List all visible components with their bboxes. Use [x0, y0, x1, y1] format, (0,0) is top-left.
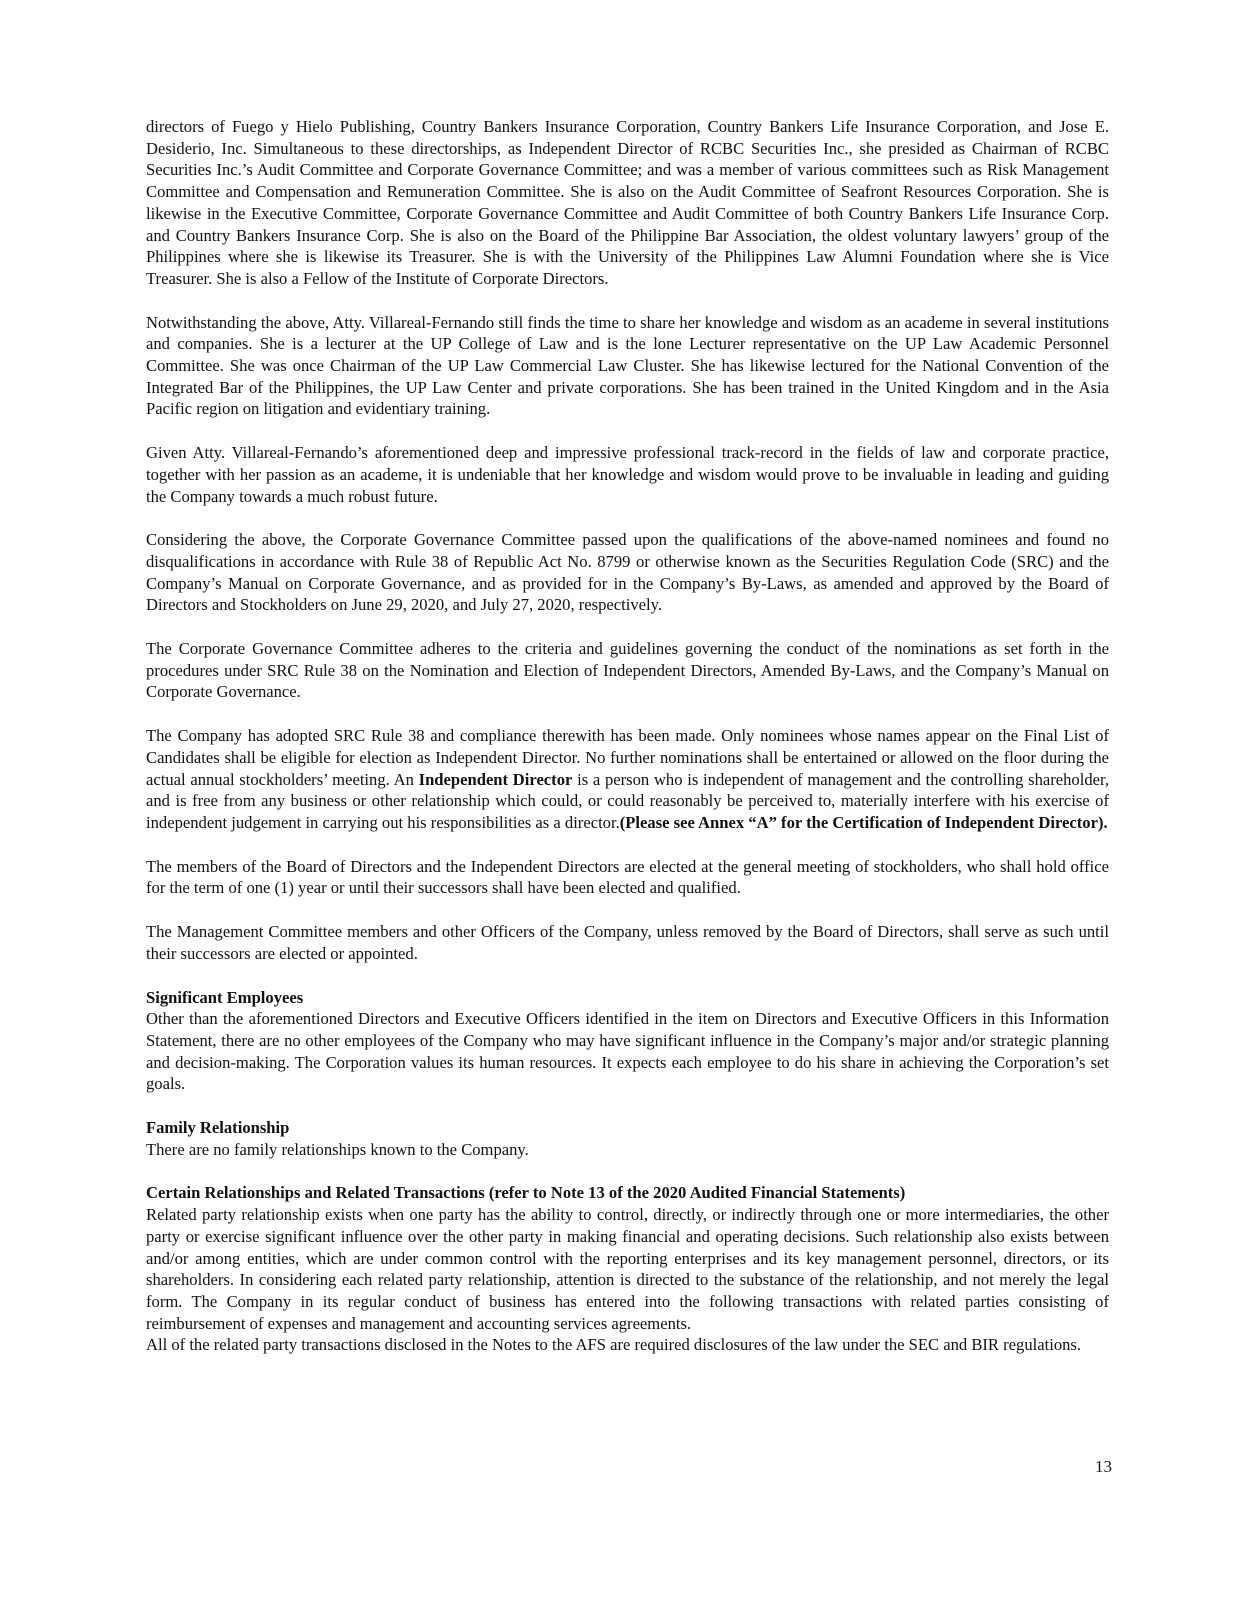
paragraph-qualifications: Considering the above, the Corporate Governance Committee passed upon the qualifications of the above-named nominees and found no disqualifications in accordance with Rule 38 of Republic Act No. 8799 or otherwise known as the Securities Regulation Code (SRC) and the Company’s Manual on Corporate Governance, and as provided for in the Company’s By-Laws, as amended and approved by the Board of Directors and Stockholders on June 29, 2020, and July 27, 2020, respectively.	[146, 530, 1109, 615]
page-number: 13	[1095, 1457, 1112, 1476]
page-body	[146, 116, 1109, 1378]
section-heading: Family Relationship	[146, 1118, 290, 1138]
paragraph-academe: Notwithstanding the above, Atty. Villareal-Fernando still finds the time to share her knowledge and wisdom as an academe in several institutions and companies. She is a lecturer at the UP College of Law and is the lone Lecturer representative on the UP Law Academic Personnel Committee. She was once Chairman of the UP Law Commercial Law Cluster. She has likewise lectured for the National Convention of the Integrated Bar of the Philippines, the UP Law Center and private corporations. She has been trained in the United Kingdom and in the Asia Pacific region on litigation and evidentiary training.	[146, 312, 1109, 419]
section-body: Related party relationship exists when one party has the ability to control, directly, or indirectly through one or more intermediaries, the other party or exercise significant influence over the other party in making financial and operating decisions. Such relationship also exists between and/or among entities, which are under common control with the reporting enterprises and its key management personnel, directors, or its shareholders. In considering each related party relationship, attention is directed to the substance of the relationship, and not merely the legal form. The Company in its regular conduct of business has entered into the following transactions with related parties consisting of reimbursement of expenses and management and accounting services agreements.	[146, 1205, 1109, 1333]
section-heading: Significant Employees	[146, 987, 304, 1007]
paragraph-board-election: The members of the Board of Directors and the Independent Directors are elected at the general meeting of stockholders, who shall hold office for the term of one (1) year or until their successors shall have been elected and qualified.	[146, 856, 1109, 898]
paragraph-criteria: The Corporate Governance Committee adheres to the criteria and guidelines governing the conduct of the nominations as set forth in the procedures under SRC Rule 38 on the Nomination and Election of Independent Directors, Amended By-Laws, and the Company’s Manual on Corporate Governance.	[146, 639, 1109, 702]
section-body: There are no family relationships known to the Company.	[146, 1139, 529, 1159]
section-body: Other than the aforementioned Directors and Executive Officers identified in the item on Directors and Executive Officers in this Information Statement, there are no other employees of the Company who may have significant influence in the Company’s major and/or strategic planning and decision-making. The Corporation values its human resources. It expects each employee to do his share in achieving the Corporation’s set goals.	[146, 1009, 1109, 1094]
section-family-relationship	[146, 1117, 1109, 1160]
section-heading: Certain Relationships and Related Transactions (refer to Note 13 of the 2020 Audited Financial Statements)	[146, 1183, 906, 1203]
section-related-transactions	[146, 1182, 1109, 1356]
section-body-continued: All of the related party transactions disclosed in the Notes to the AFS are required disclosures of the law under the SEC and BIR regulations.	[146, 1335, 1082, 1355]
independent-director-term: Independent Director	[418, 769, 573, 789]
paragraph-directorships: directors of Fuego y Hielo Publishing, Country Bankers Insurance Corporation, Country Bankers Life Insurance Corporation, and Jose E. Desiderio, Inc. Simultaneous to these directorships, as Independent Director of RCBC Securities Inc., she presided as Chairman of RCBC Securities Inc.’s Audit Committee and Corporate Governance Committee; and was a member of various committees such as Risk Management Committee and Compensation and Remuneration Committee. She is also on the Audit Committee of Seafront Resources Corporation. She is likewise in the Executive Committee, Corporate Governance Committee and Audit Committee of both Country Bankers Life Insurance Corp. and Country Bankers Insurance Corp. She is also on the Board of the Philippine Bar Association, the oldest voluntary lawyers’ group of the Philippines where she is likewise its Treasurer. She is with the University of the Philippines Law Alumni Foundation where she is Vice Treasurer. She is also a Fellow of the Institute of Corporate Directors.	[146, 117, 1109, 288]
paragraph-management-committee: The Management Committee members and other Officers of the Company, unless removed by the Board of Directors, shall serve as such until their successors are elected or appointed.	[146, 922, 1109, 963]
paragraph-src-rule-38	[146, 725, 1109, 834]
src-rule-text-2: is a person who is independent of management and the controlling shareholder, and is free from any business or other relationship which could, or could reasonably be perceived to, materially interfere with his exercise of independent judgement in carrying out his responsibilities as a director.	[146, 769, 1109, 832]
src-rule-text-1: The Company has adopted SRC Rule 38 and compliance therewith has been made. Only nominees whose names appear on the Final List of Candidates shall be eligible for election as Independent Director. No further nominations shall be entertained or allowed on the floor during the actual annual stockholders’ meeting. An	[146, 726, 1109, 789]
section-significant-employees	[146, 987, 1109, 1096]
paragraph-track-record: Given Atty. Villareal-Fernando’s aforementioned deep and impressive professional track-record in the fields of law and corporate practice, together with her passion as an academe, it is undeniable that her knowledge and wisdom would prove to be invaluable in leading and guiding the Company towards a much robust future.	[146, 443, 1109, 506]
annex-reference: (Please see Annex “A” for the Certification of Independent Director).	[619, 812, 1108, 832]
